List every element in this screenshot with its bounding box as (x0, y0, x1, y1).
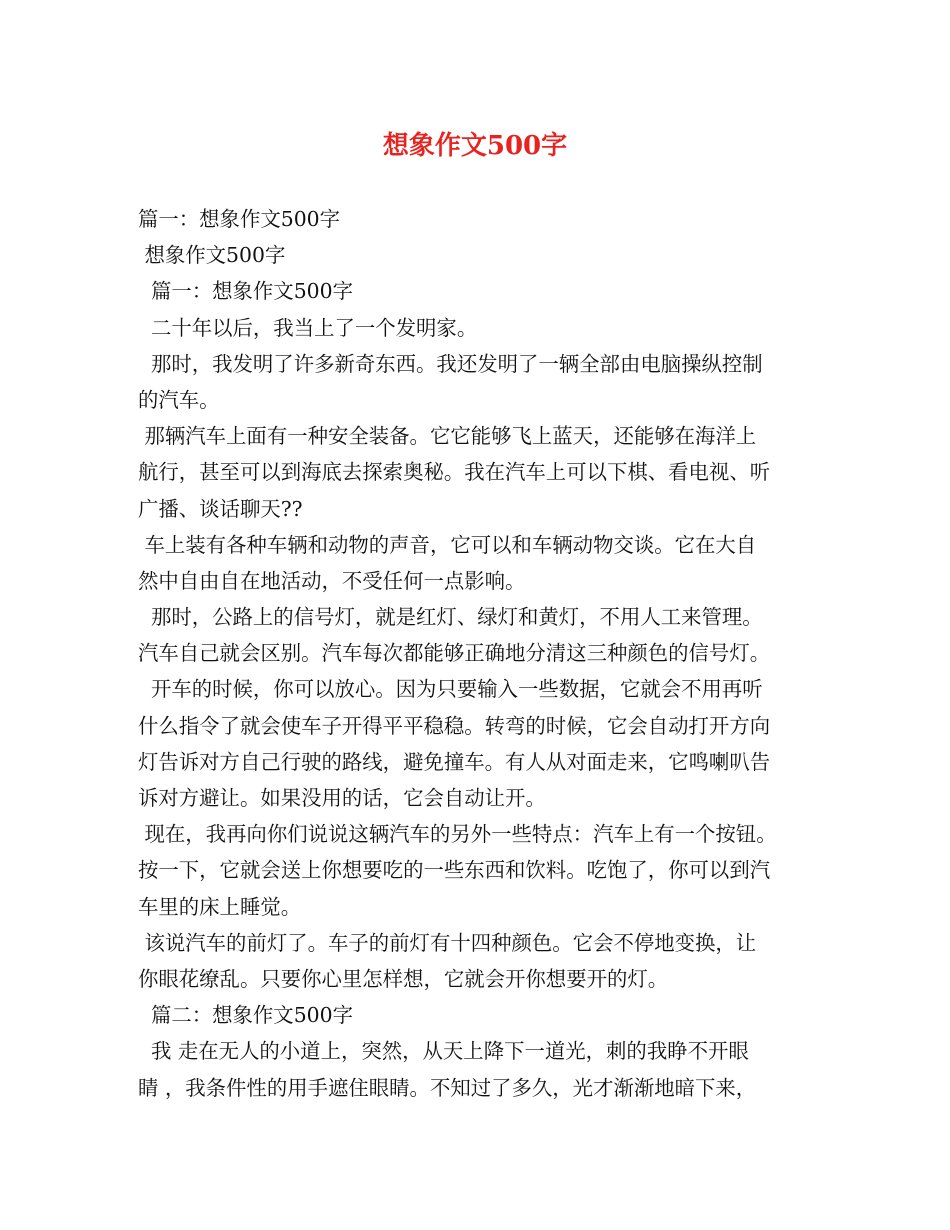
text-line: 汽车自己就会区别。汽车每次都能够正确地分清这三种颜色的信号灯。 (138, 641, 771, 666)
text-line: 想象作文500字 (138, 243, 286, 268)
text-line: 篇二：想象作文500字 (138, 1003, 354, 1028)
text-line: 然中自由自在地活动，不受任何一点影响。 (138, 568, 526, 593)
text-line: 诉对方避让。如果没用的话，它会自动让开。 (138, 786, 546, 810)
text-line: 二十年以后，我当上了一个发明家。 (138, 315, 478, 340)
text-line: 现在，我再向你们说说这辆汽车的另外一些特点：汽车上有一个按钮。 (138, 822, 777, 847)
text-line: 车里的床上睡觉。 (138, 894, 302, 919)
text-line: 车上装有各种车辆和动物的声音，它可以和车辆动物交谈。它在大自 (138, 532, 757, 557)
document-title: 想象作文500字 (382, 131, 568, 161)
text-line: 开车的时候，你可以放心。因为只要输入一些数据，它就会不用再听 (138, 677, 763, 702)
text-line: 那时，我发明了许多新奇东西。我还发明了一辆全部由电脑操纵控制 (138, 351, 763, 376)
text-line: 你眼花缭乱。只要你心里怎样想，它就会开你想要开的灯。 (138, 966, 669, 991)
text-line: 那辆汽车上面有一种安全装备。它它能够飞上蓝天，还能够在海洋上 (138, 424, 757, 449)
text-line: 我 走在无人的小道上，突然，从天上降下一道光，刺的我睁不开眼 (138, 1039, 749, 1064)
text-line: 睛 ，我条件性的用手遮住眼睛。不知过了多久，光才渐渐地暗下来， (138, 1075, 757, 1100)
text-line: 什么指令了就会使车子开得平平稳稳。转弯的时候，它会自动打开方向 (138, 713, 771, 738)
text-line: 篇一：想象作文500字 (138, 207, 341, 231)
text-line: 航行，甚至可以到海底去探索奥秘。我在汽车上可以下棋、看电视、听 (138, 460, 771, 485)
text-line: 该说汽车的前灯了。车子的前灯有十四种颜色。它会不停地变换，让 (138, 930, 757, 955)
text-line: 灯告诉对方自己行驶的路线，避免撞车。有人从对面走来，它鸣喇叭告 (138, 749, 771, 774)
text-line: 那时，公路上的信号灯，就是红灯、绿灯和黄灯，不用人工来管理。 (138, 605, 763, 630)
text-line: 的汽车。 (138, 387, 220, 412)
text-line: 广播、谈话聊天?? (138, 496, 303, 521)
document-body (138, 201, 814, 1106)
text-line: 按一下，它就会送上你想要吃的一些东西和饮料。吃饱了，你可以到汽 (138, 858, 771, 883)
text-line: 篇一：想象作文500字 (138, 279, 354, 304)
